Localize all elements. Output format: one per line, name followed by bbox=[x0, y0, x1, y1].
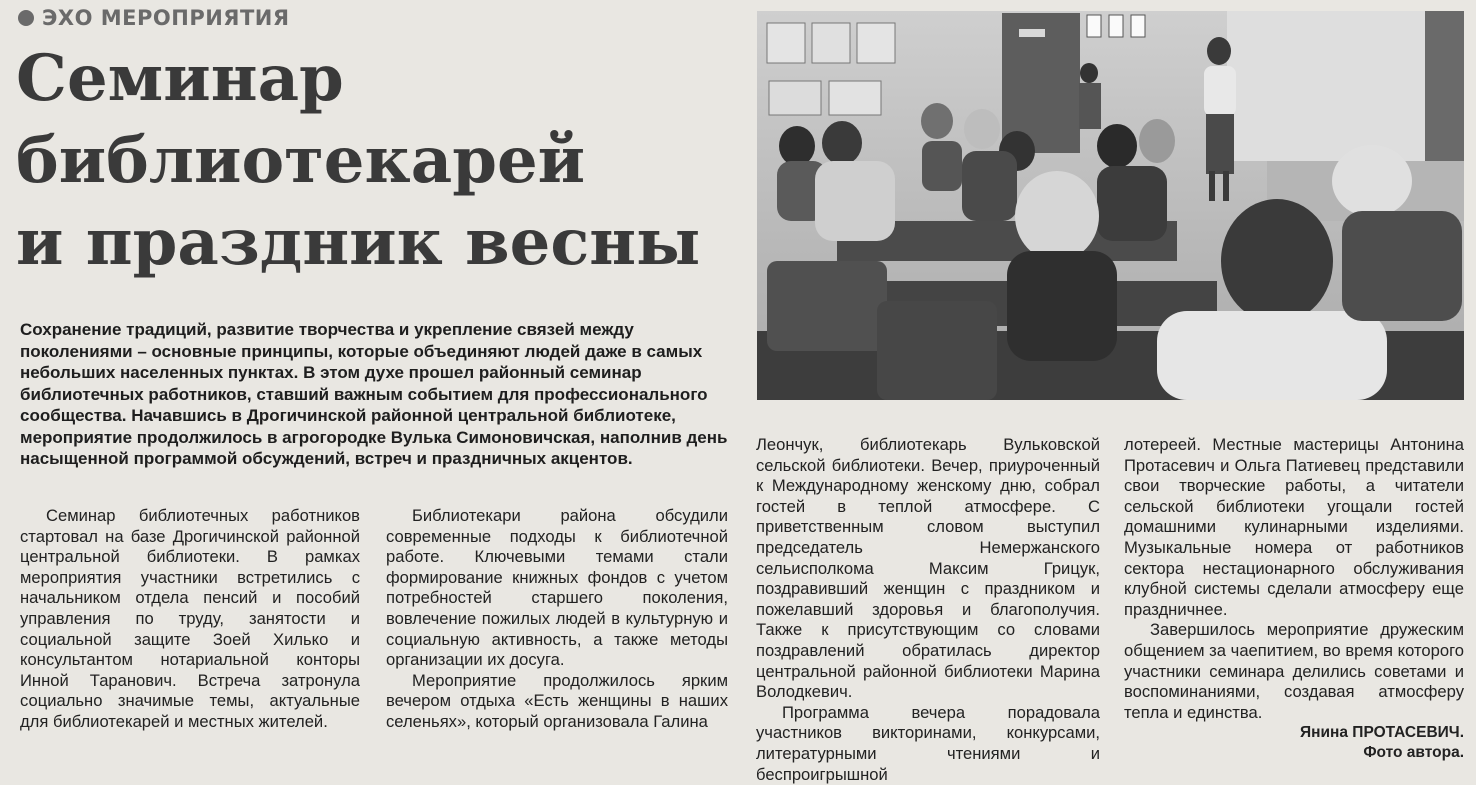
headline-line-2: библиотекарей bbox=[16, 123, 586, 198]
paragraph: лотереей. Местные мастерицы Антонина Протасевич и Ольга Патиевец представили свои творческие работы, а читатели сельской библиотеки угощали гостей домашними кулинарными изделиями. Музыкальные номера от работников сектора нестационарного обслуживания клубной системы сделали атмосферу еще праздничнее. bbox=[1124, 435, 1464, 619]
paragraph: Программа вечера порадовала участников викторинами, конкурсами, литературными чтениями и беспроигрышной bbox=[756, 702, 1100, 784]
text-column-2 bbox=[386, 506, 728, 733]
bullet-icon bbox=[18, 10, 34, 26]
section-rubric bbox=[18, 6, 290, 30]
text-column-1 bbox=[20, 506, 360, 733]
text-column-4 bbox=[1124, 435, 1464, 763]
event-photo bbox=[757, 11, 1464, 400]
paragraph: Леончук, библиотекарь Вульковской сельской библиотеки. Вечер, приуроченный к Международному женскому дню, собрал гостей в теплой атмосфере. С приветственным словом выступил председатель Немержанского сельисполкома Максим Грицук, поздравивший женщин с праздником и пожелавший здоровья и благополучия. Также к присутствующим со словами поздравлений обратилась директор центральной районной библиотеки Марина Володкевич. bbox=[756, 435, 1100, 702]
paragraph: Семинар библиотечных работников стартовал на базе Дрогичинской районной центральной библиотеки. В рамках мероприятия участники встретились с начальником отдела пенсий и пособий управления по труду, занятости и социальной защите Зоей Хилько и консультантом нотариальной конторы Инной Таранович. Встреча затронула социально значимые темы, актуальные для библиотекарей и местных жителей. bbox=[20, 506, 360, 731]
headline-line-1: Семинар bbox=[16, 41, 344, 116]
author-signature: Янина ПРОТАСЕВИЧ. bbox=[1299, 724, 1464, 742]
text-column-3 bbox=[756, 435, 1100, 785]
paragraph: Мероприятие продолжилось ярким вечером отдыха «Есть женщины в наших селеньях», который организовала Галина bbox=[386, 670, 728, 731]
headline-line-3: и праздник весны bbox=[16, 205, 701, 280]
paragraph: Завершилось мероприятие дружеским общением за чаепитием, во время которого участники семинара делились советами и воспоминаниями, создавая атмосферу тепла и единства. bbox=[1124, 620, 1464, 722]
rubric-label: ЭХО МЕРОПРИЯТИЯ bbox=[42, 6, 290, 30]
photo-credit: Фото автора. bbox=[1363, 744, 1464, 762]
seminar-audience-photo bbox=[757, 11, 1464, 400]
paragraph: Библиотекари района обсудили современные подходы к библиотечной работе. Ключевыми темами стали формирование книжных фондов с учетом потребностей старшего поколения, вовлечение пожилых людей в культурную и социальную активность, а также методы организации их досуга. bbox=[386, 506, 728, 670]
article-lead: Сохранение традиций, развитие творчества и укрепление связей между поколениями – основные принципы, которые объединяют людей даже в самых небольших населенных пунктах. В этом духе прошел районный семинар библиотечных работников, ставший важным событием для профессионального сообщества. Начавшись в Дрогичинской районной центральной библиотеке, мероприятие продолжилось в агрогородке Вулька Симоновичская, наполнив день насыщенной программой обсуждений, встреч и праздничных акцентов. bbox=[20, 320, 728, 468]
article-headline bbox=[16, 38, 736, 284]
